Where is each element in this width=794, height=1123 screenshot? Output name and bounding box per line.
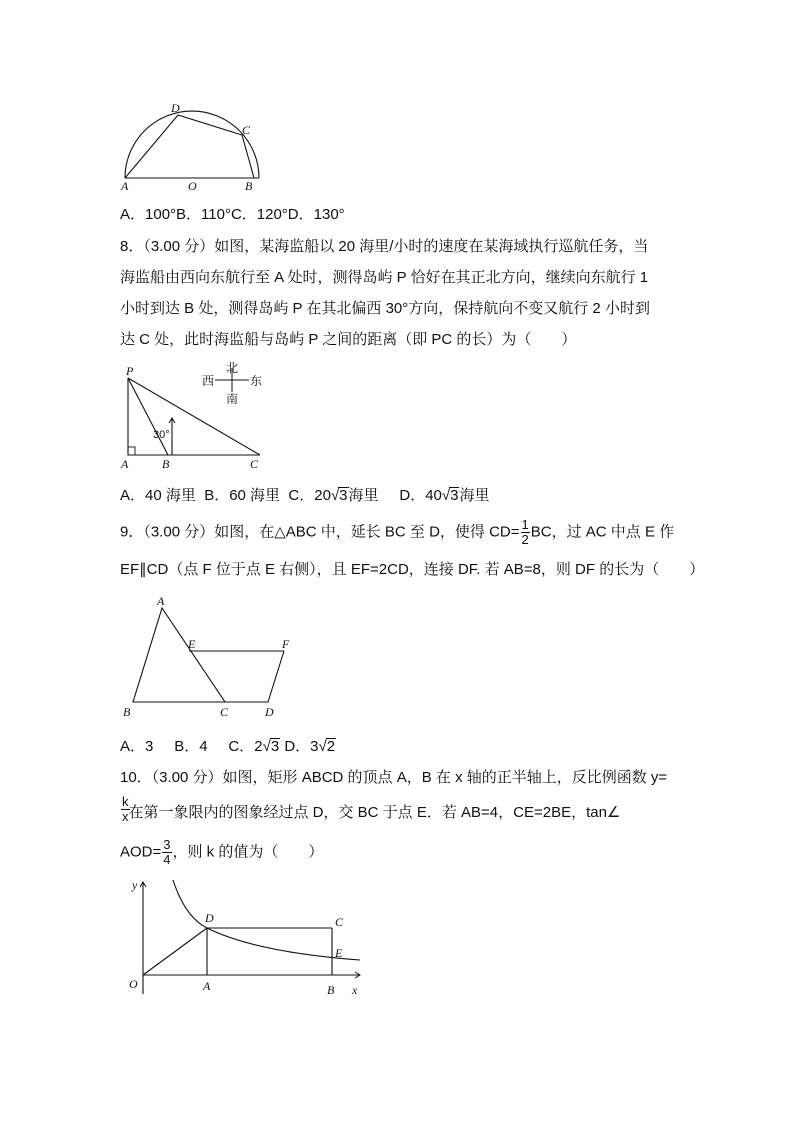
q9-line-2: EF∥CD（点 F 位于点 E 右侧），且 EF=2CD，连接 DF. 若 AB=8，则 DF 的长为（ ） — [120, 561, 705, 578]
q9-option-a: A．3 — [120, 738, 154, 755]
q8-label-east: 东 — [250, 374, 263, 388]
q10-line-3: AOD= $\frac{3}{4}$ ，则 k 的值为（ ） — [120, 837, 324, 867]
q10-label-E: E — [335, 946, 343, 960]
q8-label-angle: 30° — [153, 429, 170, 441]
q9-label-C: C — [220, 705, 229, 719]
q8-label-west: 西 — [202, 374, 215, 388]
q7-options: A．100°B．110°C．120°D．130° — [120, 206, 345, 223]
q8-option-d: D．40√3海里 — [399, 487, 490, 504]
q9-options — [120, 737, 336, 757]
q7-chords — [125, 115, 254, 178]
q7-figure — [115, 100, 275, 195]
q7-label-D: D — [171, 101, 180, 115]
q10-label-D: D — [205, 911, 214, 925]
q8-label-south: 南 — [226, 392, 239, 406]
q10-line-2: $\frac{k}{x}$ 在第一象限内的图象经过点 D，交 BC 于点 E．若 AB=4，CE=2BE，tan∠ — [122, 794, 621, 824]
q7-label-O: O — [188, 179, 197, 193]
q8-label-C: C — [250, 457, 259, 471]
q9-label-A: A — [157, 594, 165, 608]
q8-line-1: 8．（3.00 分）如图，某海监船以 20 海里/小时的速度在某海域执行巡航任务，当 — [120, 238, 649, 255]
q8-label-north: 北 — [226, 361, 239, 375]
q9-fraction: $\frac{1}{2}$ — [521, 517, 529, 547]
q7-label-B: B — [245, 179, 253, 193]
q8-line-4: 达 C 处，此时海监船与岛屿 P 之间的距离（即 PC 的长）为（ ） — [120, 331, 577, 348]
q9-figure — [115, 592, 305, 722]
q8-options — [120, 486, 490, 506]
q10-label-O: O — [129, 977, 138, 991]
q8-label-P: P — [126, 364, 134, 378]
q8-line-2: 海监船由西向东航行至 A 处时，测得岛屿 P 恰好在其正北方向，继续向东航行 1 — [120, 269, 649, 286]
q10-label-A: A — [203, 979, 211, 993]
q9-option-d: D．3√2 — [284, 738, 336, 755]
q8-line-3: 小时到达 B 处，测得岛屿 P 在其北偏西 30°方向，保持航向不变又航行 2 小时到 — [120, 300, 650, 317]
q7-label-A: A — [121, 179, 129, 193]
q8-label-A: A — [121, 457, 129, 471]
q10-label-B: B — [327, 983, 335, 997]
q8-option-a: A．40 海里 — [120, 487, 196, 504]
q8-option-c: C．20√3海里 — [288, 487, 379, 504]
q10-label-y: y — [132, 878, 138, 892]
q9-label-F: F — [282, 637, 290, 651]
q9-line-1: 9．（3.00 分）如图，在△ABC 中，延长 BC 至 D，使得 CD= $\frac{1}{2}$ BC，过 AC 中点 E 作 — [120, 517, 675, 547]
q8-option-b: B．60 海里 — [204, 487, 281, 504]
q7-label-C: C — [242, 123, 251, 137]
q10-label-x: x — [352, 983, 358, 997]
q9-label-E: E — [188, 637, 196, 651]
q10-line-1: 10．（3.00 分）如图，矩形 ABCD 的顶点 A，B 在 x 轴的正半轴上，反比例函数 y= — [120, 769, 668, 786]
q10-figure — [115, 872, 375, 1002]
q8-figure — [115, 358, 275, 473]
q9-label-D: D — [265, 705, 274, 719]
q7-semicircle — [125, 111, 259, 178]
q10-tan-fraction: $\frac{3}{4}$ — [163, 837, 171, 867]
q10-fraction-kx: $\frac{k}{x}$ — [122, 794, 129, 824]
q9-option-c: C．2√3 — [228, 738, 280, 755]
q9-label-B: B — [123, 705, 131, 719]
q9-option-b: B．4 — [174, 738, 208, 755]
q8-label-B: B — [162, 457, 170, 471]
q10-label-C: C — [335, 915, 344, 929]
